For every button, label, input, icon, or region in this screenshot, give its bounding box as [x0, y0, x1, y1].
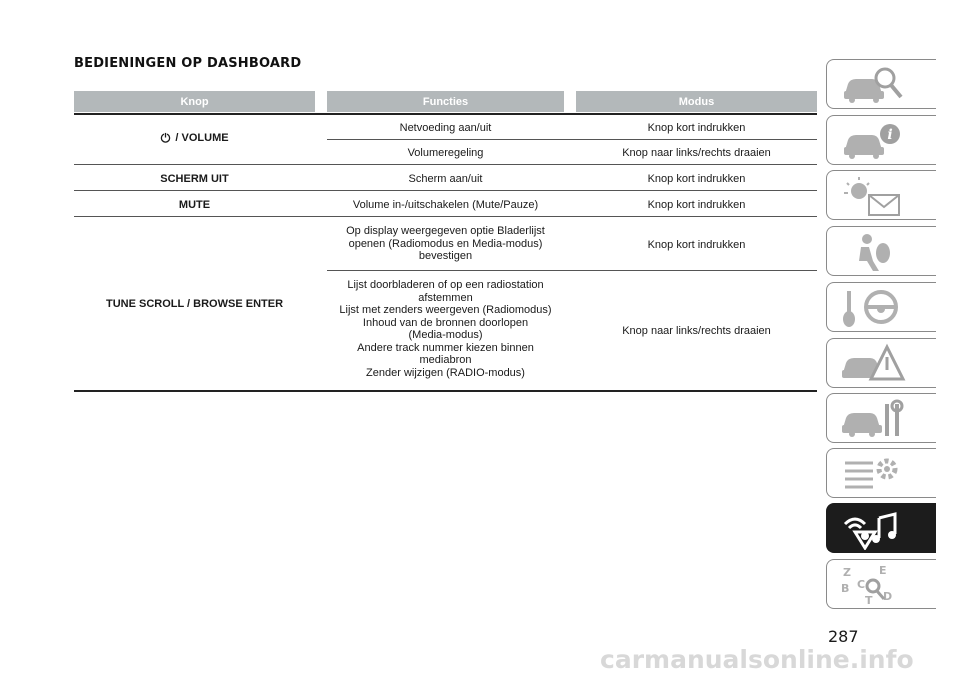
tab-car-search[interactable] — [826, 59, 936, 109]
tab-lights-messages[interactable] — [826, 170, 936, 220]
function-line: mediabron — [419, 354, 472, 366]
cell-mode-scherm: Knop kort indrukken — [647, 173, 746, 185]
svg-text:D: D — [883, 590, 893, 603]
cell-function-scroll — [327, 279, 564, 379]
car-warning-icon — [839, 343, 909, 385]
steering-key-icon — [839, 287, 909, 329]
cell-mode-mute: Knop kort indrukken — [647, 199, 746, 211]
tab-maintenance[interactable] — [826, 393, 936, 443]
airbag-seat-icon — [839, 231, 909, 273]
cell-knop-scherm: SCHERM UIT — [160, 173, 229, 185]
function-line: afstemmen — [418, 291, 473, 304]
table-top-rule — [74, 113, 817, 115]
tab-safety[interactable] — [826, 226, 936, 276]
row-divider — [74, 164, 817, 165]
function-line: openen (Radiomodus en Media-modus) — [348, 237, 543, 250]
tab-emergency[interactable] — [826, 338, 936, 388]
cell-function-browse — [327, 225, 564, 263]
car-tools-icon — [839, 398, 909, 440]
cell-mode-browse: Knop kort indrukken — [647, 239, 746, 251]
header-functies: Functies — [327, 91, 564, 112]
svg-text:T: T — [865, 594, 873, 606]
cell-function-mute: Volume in-/uitschakelen (Mute/Pauze) — [352, 199, 539, 211]
page-title: BEDIENINGEN OP DASHBOARD — [74, 56, 302, 71]
function-line: Andere track nummer kiezen binnen — [357, 341, 534, 354]
watermark: carmanualsonline.info — [600, 645, 914, 674]
cell-mode-scroll: Knop naar links/rechts draaien — [622, 325, 771, 337]
svg-text:B: B — [841, 582, 850, 595]
tab-multimedia[interactable] — [826, 503, 936, 553]
function-line: bevestigen — [418, 250, 473, 262]
header-modus: Modus — [576, 91, 817, 112]
tab-starting-driving[interactable] — [826, 282, 936, 332]
cell-knop-tune: TUNE SCROLL / BROWSE ENTER — [105, 298, 284, 310]
svg-text:C: C — [857, 578, 866, 591]
table-bottom-rule — [74, 390, 817, 392]
cell-mode-power: Knop kort indrukken — [647, 122, 746, 134]
function-line: (Media-modus) — [408, 329, 483, 341]
tab-car-info[interactable] — [826, 115, 936, 165]
specs-gear-icon — [839, 453, 909, 495]
function-line: Lijst doorbladeren of op een radiostation — [347, 279, 544, 291]
svg-text:i: i — [887, 127, 893, 143]
car-search-icon — [839, 64, 909, 106]
svg-text:E: E — [879, 564, 887, 577]
cell-knop-mute: MUTE — [178, 199, 211, 211]
function-line: Lijst met zenders weergeven (Radiomodus) — [339, 304, 552, 316]
row-divider — [327, 139, 817, 140]
index-az-icon — [839, 564, 909, 606]
tab-index[interactable] — [826, 559, 936, 609]
svg-text:Z: Z — [843, 566, 851, 579]
cell-function-power: Netvoeding aan/uit — [399, 122, 492, 134]
function-line: Op display weergegeven optie Bladerlijst — [346, 225, 545, 237]
cell-function-scherm: Scherm aan/uit — [408, 173, 483, 185]
row-divider — [327, 270, 817, 271]
cell-knop-volume — [74, 132, 315, 145]
car-info-icon — [839, 120, 909, 162]
function-line: Zender wijzigen (RADIO-modus) — [366, 366, 525, 379]
row-divider — [74, 216, 817, 217]
multimedia-icon — [839, 508, 909, 550]
header-knop: Knop — [74, 91, 315, 112]
knop-volume-label: / VOLUME — [175, 132, 229, 144]
function-line: Inhoud van de bronnen doorlopen — [362, 316, 529, 329]
power-icon — [160, 132, 171, 143]
cell-function-volume: Volumeregeling — [407, 147, 484, 159]
page-number: 287 — [828, 627, 859, 646]
light-message-icon — [839, 175, 909, 217]
cell-mode-volume: Knop naar links/rechts draaien — [622, 147, 771, 159]
tab-technical-data[interactable] — [826, 448, 936, 498]
row-divider — [74, 190, 817, 191]
